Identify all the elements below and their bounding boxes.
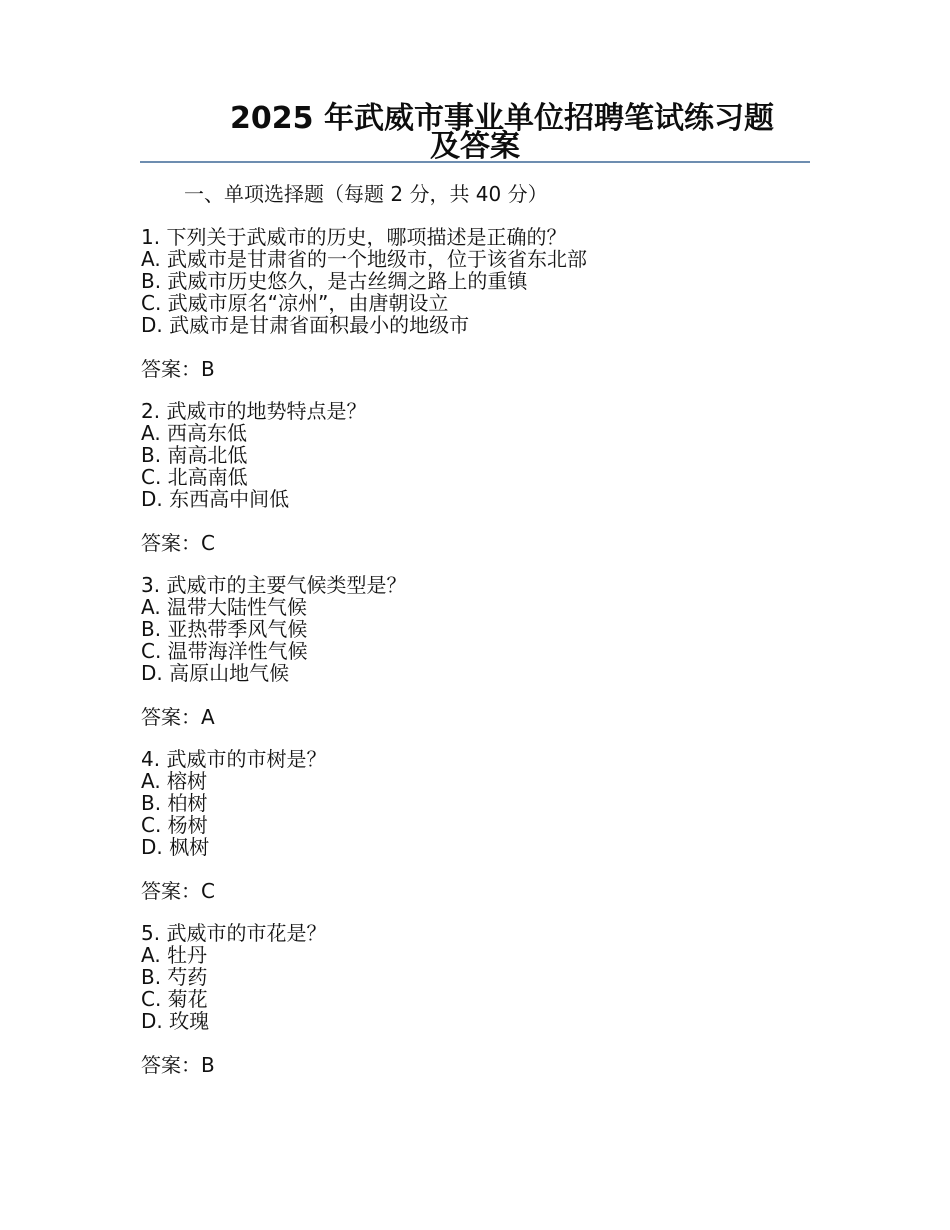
option-c: C. 武威市原名“凉州”，由唐朝设立 — [141, 291, 449, 315]
option-a: A. 温带大陆性气候 — [141, 595, 308, 619]
answer-text: 答案：B — [141, 357, 215, 381]
option-b: B. 亚热带季风气候 — [141, 617, 308, 641]
title-line-1: 2025 年武威市事业单位招聘笔试练习题 — [230, 101, 774, 136]
question-3 — [141, 574, 781, 732]
option-c: C. 温带海洋性气候 — [141, 639, 308, 663]
question-4 — [141, 748, 781, 906]
option-b: B. 南高北低 — [141, 443, 248, 467]
answer-text: 答案：C — [141, 879, 215, 903]
section-heading: 一、单项选择题（每题 2 分，共 40 分） — [184, 182, 548, 206]
question-stem: 4. 武威市的市树是？ — [141, 747, 327, 771]
question-stem: 3. 武威市的主要气候类型是？ — [141, 573, 407, 597]
option-c: C. 菊花 — [141, 987, 208, 1011]
option-d: D. 东西高中间低 — [141, 487, 290, 511]
option-a: A. 武威市是甘肃省的一个地级市，位于该省东北部 — [141, 247, 588, 271]
option-d: D. 武威市是甘肃省面积最小的地级市 — [141, 313, 470, 337]
option-a: A. 榕树 — [141, 769, 208, 793]
option-b: B. 柏树 — [141, 791, 208, 815]
option-c: C. 杨树 — [141, 813, 208, 837]
title-line-2: 及答案 — [430, 129, 520, 164]
question-1 — [141, 226, 781, 384]
title-underline-divider — [140, 161, 810, 163]
question-stem: 2. 武威市的地势特点是？ — [141, 399, 367, 423]
document-title — [140, 101, 810, 164]
option-a: A. 牡丹 — [141, 943, 208, 967]
option-d: D. 高原山地气候 — [141, 661, 290, 685]
option-d: D. 玫瑰 — [141, 1009, 210, 1033]
option-b: B. 武威市历史悠久，是古丝绸之路上的重镇 — [141, 269, 528, 293]
option-c: C. 北高南低 — [141, 465, 248, 489]
question-stem: 1. 下列关于武威市的历史，哪项描述是正确的？ — [141, 225, 567, 249]
answer-text: 答案：A — [141, 705, 215, 729]
answer-text: 答案：B — [141, 1053, 215, 1077]
option-a: A. 西高东低 — [141, 421, 248, 445]
question-5 — [141, 922, 781, 1080]
question-2 — [141, 400, 781, 558]
option-d: D. 枫树 — [141, 835, 210, 859]
question-stem: 5. 武威市的市花是？ — [141, 921, 327, 945]
option-b: B. 芍药 — [141, 965, 208, 989]
answer-text: 答案：C — [141, 531, 215, 555]
